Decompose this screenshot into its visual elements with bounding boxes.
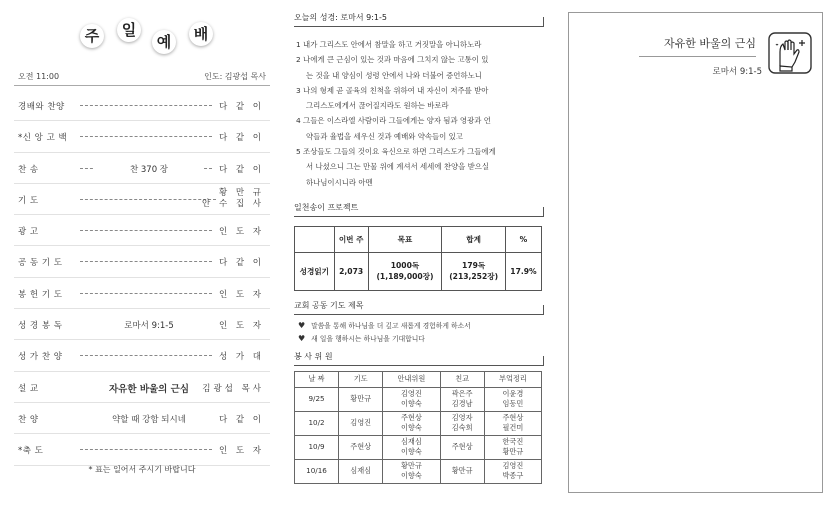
volunteer-name: 이향숙: [400, 423, 422, 433]
order-item: *신 앙 고 백: [18, 133, 68, 144]
total-books: 179독: [462, 261, 486, 271]
order-item: 봉 헌 기 도: [18, 289, 63, 300]
table-cell: %: [505, 226, 541, 252]
verse-line: 4 그들은 이스라엘 사람이라 그들에게는 양자 됨과 영광과 언: [296, 116, 491, 126]
order-item: 성 가 찬 양: [18, 352, 63, 363]
divider: [639, 56, 756, 57]
order-list: [14, 90, 270, 466]
verse-line: 5 조상들도 그들의 것이요 육신으로 하면 그리스도가 그들에게: [296, 147, 496, 157]
table-cell: 주현상: [339, 435, 383, 459]
verse-line: 1 내가 그리스도 안에서 참말을 하고 거짓말을 아니하노라: [296, 40, 482, 49]
table-row: [295, 435, 542, 459]
order-leader: 김광섭 목사: [202, 383, 264, 394]
volunteer-name: 주현상: [400, 413, 422, 423]
order-row: [14, 340, 270, 371]
bulletin-middle: [294, 12, 544, 484]
order-leader: 인 도 자: [218, 289, 264, 300]
table-cell: 김영진: [339, 411, 383, 435]
volunteer-name: 곽은주: [451, 389, 473, 399]
prayer-item: [294, 333, 544, 345]
table-cell: 친교: [440, 371, 484, 387]
prayer-heading: 교회 공동 기도 제목: [294, 300, 544, 315]
goal-books: 1000독: [390, 261, 420, 271]
table-row: [295, 252, 542, 290]
total-pages: (213,252장): [449, 272, 499, 282]
table-cell: [383, 411, 440, 435]
volunteer-name: 임동민: [502, 399, 524, 409]
order-item: 설 교: [18, 383, 39, 394]
volunteer-name: 황만규: [502, 447, 524, 457]
table-cell: [383, 387, 440, 411]
verse-line: 는 것을 내 양심이 성령 안에서 나와 더불어 증언하노니: [306, 70, 482, 80]
order-leader: [202, 188, 264, 210]
table-cell: [440, 387, 484, 411]
table-cell: [484, 387, 541, 411]
table-cell: [440, 459, 484, 483]
dotted-leader-line: [80, 261, 212, 262]
table-cell: 17.9%: [505, 252, 541, 290]
dotted-leader-line: [80, 199, 216, 200]
order-item: 찬 송: [18, 164, 39, 175]
table-cell: 성경읽기: [295, 252, 335, 290]
order-leader: 다 같 이: [218, 102, 264, 112]
dotted-leader-line: [80, 105, 212, 106]
standing-note: * 표는 일어서 주시기 바랍니다: [88, 465, 196, 474]
leader-name: 황 만 규: [218, 187, 264, 198]
order-item: 성 경 봉 독: [18, 321, 63, 332]
order-row: [14, 246, 270, 277]
order-detail: 로마서 9:1-5: [94, 319, 204, 331]
verse-line: 3 나의 형제 곧 골육의 친척을 위하여 내 자신이 저주를 받아: [296, 85, 489, 95]
order-leader: 다 같 이: [218, 258, 264, 269]
table-cell: 심재심: [339, 459, 383, 483]
table-cell: 10/9: [295, 435, 339, 459]
verse: [294, 37, 544, 52]
order-leader: 인 도 자: [218, 227, 264, 238]
dotted-leader-line: [80, 230, 212, 231]
order-item: 기 도: [18, 195, 39, 206]
title-char: 주: [80, 24, 104, 48]
volunteer-name: 이향숙: [400, 447, 422, 457]
table-cell: 목표: [368, 226, 442, 252]
table-header-row: [295, 226, 542, 252]
prayer-list: [294, 320, 544, 345]
volunteer-name: 한국진: [502, 437, 524, 447]
order-leader: 다 같 이: [218, 133, 264, 144]
volunteer-name: 주현상: [451, 442, 473, 452]
table-cell: [440, 435, 484, 459]
table-header-row: [295, 371, 542, 387]
order-item: 찬 양: [18, 414, 39, 425]
verse-line: 약들과 율법을 세우신 것과 예배와 약속들이 있고: [306, 131, 463, 141]
service-section: [294, 351, 544, 484]
verse: [294, 144, 544, 190]
service-leader: 인도: 김광섭 목사: [204, 72, 266, 81]
project-heading: 일천송이 프로젝트: [294, 202, 544, 217]
dotted-leader-line: [80, 293, 212, 294]
volunteer-name: 이윤경: [502, 389, 524, 399]
order-leader: 다 같 이: [218, 164, 264, 175]
table-cell: 10/2: [295, 411, 339, 435]
table-cell: 2,073: [334, 252, 368, 290]
prayer-section: [294, 300, 544, 345]
service-table: [294, 371, 542, 484]
verse-line: 하나님이시니라 아멘: [306, 177, 373, 187]
order-detail: 약할 때 강함 되시네: [94, 413, 204, 425]
prayer-text: 새 일을 행하시는 하나님을 기대합니다: [311, 334, 425, 343]
verse-line: 2 나에게 큰 근심이 있는 것과 마음에 그치지 않는 고통이 있: [296, 55, 489, 65]
order-item: 공 동 기 도: [18, 258, 63, 269]
volunteer-name: 이향숙: [400, 471, 422, 481]
order-row: [14, 278, 270, 309]
order-leader: 인 도 자: [218, 446, 264, 457]
table-cell: [368, 252, 442, 290]
order-row: [14, 184, 270, 215]
order-row: [14, 153, 270, 184]
table-cell: [383, 459, 440, 483]
prayer-text: 말씀을 통해 하나님을 더 깊고 새롭게 경험하게 하소서: [311, 321, 471, 330]
order-row: [14, 372, 270, 403]
table-cell: 날 짜: [295, 371, 339, 387]
sermon-reference: 로마서 9:1-5: [712, 67, 762, 77]
verse: [294, 52, 544, 83]
scripture-verses: [294, 37, 544, 190]
service-heading: 봉 사 위 원: [294, 351, 544, 366]
leader-title: 안 수 집 사: [202, 198, 264, 209]
heart-icon: ♥: [298, 333, 306, 343]
table-cell: [442, 252, 506, 290]
table-cell: 황만규: [339, 387, 383, 411]
volunteer-name: 심재심: [400, 437, 422, 447]
volunteer-name: 이향숙: [400, 399, 422, 409]
table-cell: 부엌정리: [484, 371, 541, 387]
table-cell: [484, 459, 541, 483]
order-leader: 인 도 자: [218, 321, 264, 332]
order-of-worship: [14, 10, 270, 480]
title-char: 일: [117, 18, 141, 42]
table-cell: 안내위원: [383, 371, 440, 387]
verse: [294, 113, 544, 144]
order-row: [14, 121, 270, 152]
order-item: 경배와 찬양: [18, 102, 65, 112]
dotted-leader-line: [80, 136, 212, 137]
table-row: [295, 411, 542, 435]
dotted-leader-line: [80, 449, 212, 450]
order-row: [14, 434, 270, 465]
verse: [294, 83, 544, 114]
volunteer-name: 김숙희: [451, 423, 473, 433]
order-row: [14, 90, 270, 121]
project-section: [294, 202, 544, 291]
project-table: [294, 226, 542, 291]
worship-title: [14, 10, 270, 62]
verse-line: 그리스도에게서 끊어질지라도 원하는 바로라: [306, 101, 449, 111]
title-char: 배: [189, 22, 213, 46]
sermon-panel: [568, 12, 823, 493]
order-item: *축 도: [18, 446, 44, 457]
table-cell: [484, 435, 541, 459]
table-row: [295, 459, 542, 483]
goal-pages: (1,189,000장): [376, 272, 434, 282]
table-row: [295, 387, 542, 411]
worship-info: [14, 68, 270, 86]
table-cell: 기도: [339, 371, 383, 387]
service-time: 오전 11:00: [18, 72, 60, 81]
order-leader: 다 같 이: [218, 414, 264, 425]
table-cell: [440, 411, 484, 435]
order-item: 광 고: [18, 227, 39, 238]
order-row: [14, 309, 270, 340]
praying-hands-icon: [768, 32, 812, 74]
volunteer-name: 김영진: [502, 461, 524, 471]
order-leader: 성 가 대: [218, 352, 264, 363]
volunteer-name: 황만규: [451, 466, 473, 476]
order-row: [14, 215, 270, 246]
volunteer-name: 김영자: [451, 413, 473, 423]
table-cell: [383, 435, 440, 459]
order-detail: 자유한 바울의 근심: [94, 381, 204, 395]
scripture-heading: 오늘의 성경: 로마서 9:1-5: [294, 12, 544, 27]
volunteer-name: 김경남: [451, 399, 473, 409]
order-row: [14, 403, 270, 434]
volunteer-name: 박종구: [502, 471, 524, 481]
sermon-title: 자유한 바울의 근심: [663, 37, 756, 50]
verse-line: 서 나셨으니 그는 만물 위에 계셔서 세세에 찬양을 받으실: [306, 162, 490, 172]
table-cell: [295, 226, 335, 252]
title-char: 예: [152, 30, 176, 54]
dotted-leader-line: [80, 355, 212, 356]
volunteer-name: 필건미: [502, 423, 524, 433]
volunteer-name: 황만규: [400, 461, 422, 471]
table-cell: 이번 주: [334, 226, 368, 252]
order-detail: 찬 370 장: [94, 163, 204, 175]
volunteer-name: 김영진: [400, 389, 422, 399]
volunteer-name: 주현상: [502, 413, 524, 423]
table-cell: 합계: [442, 226, 506, 252]
table-cell: [484, 411, 541, 435]
table-cell: 9/25: [295, 387, 339, 411]
table-cell: 10/16: [295, 459, 339, 483]
heart-icon: ♥: [298, 320, 306, 330]
prayer-item: [294, 320, 544, 332]
